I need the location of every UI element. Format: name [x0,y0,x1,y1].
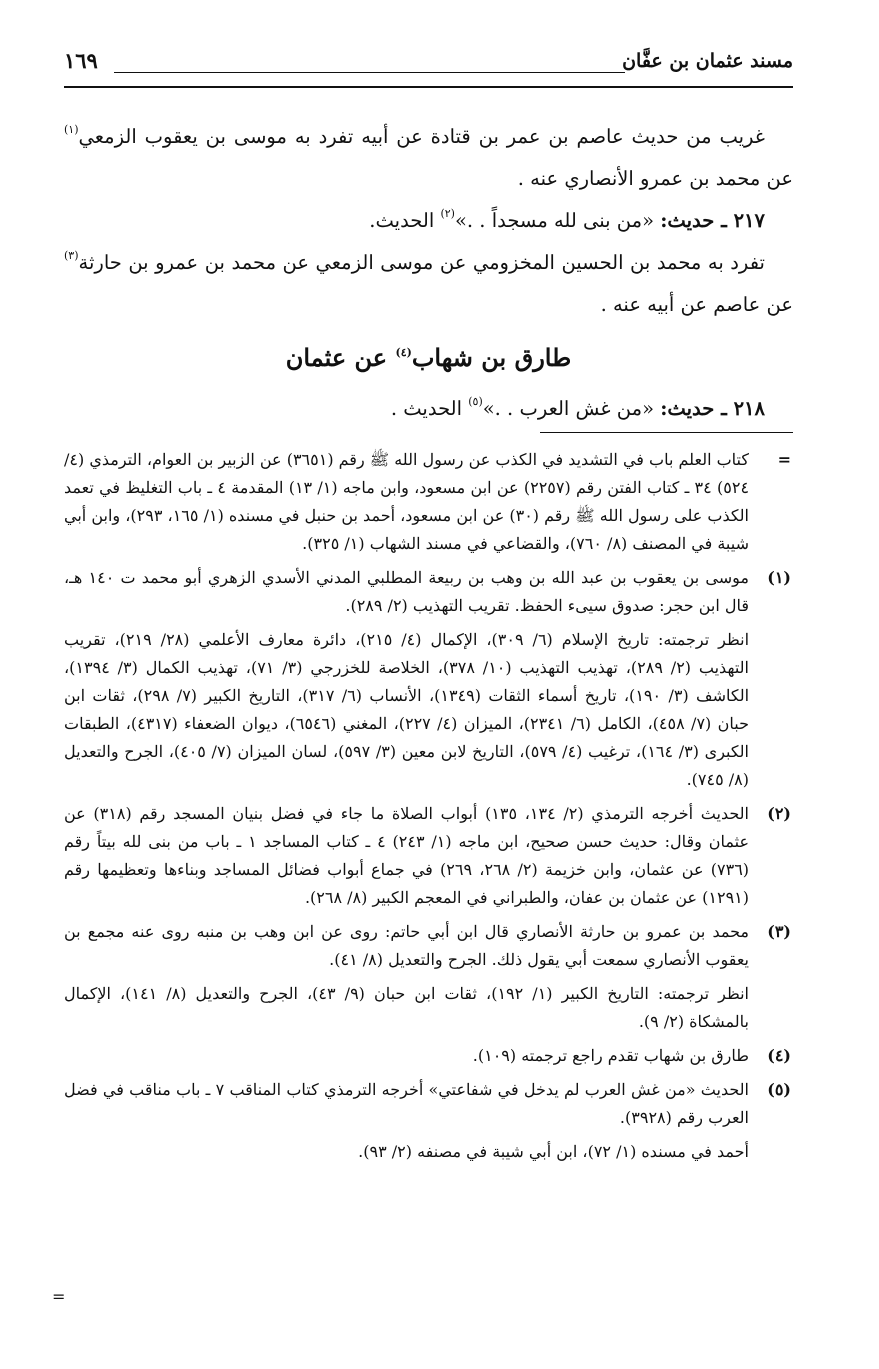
paragraph-text: غريب من حديث عاصم بن عمر بن قتادة عن أبيه تفرد به موسى بن يعقوب الزمعي [78,125,765,148]
footnote-2 [64,800,793,912]
footnote-number: (٣) [767,922,791,941]
footnotes [64,446,793,1172]
footnote-5 [64,1076,793,1166]
footnote-text: محمد بن عمرو بن حارثة الأنصاري قال ابن أبي حاتم: روى عن ابن وهب بن منبه روى عنه مجمع بن يعقوب الأنصاري سمعت أبي يقول ذلك. الجرح والتعديل (٨/ ٤١). [64,922,749,969]
continues-next-page-mark: = [52,1287,66,1306]
main-text [64,116,793,430]
hadith-text: الحديث. [369,209,441,232]
footnote-3 [64,918,793,1036]
footnote-1 [64,564,793,794]
hadith-text: «من غش العرب . .» [482,397,661,420]
section-title [64,328,793,388]
footnote-text: كتاب العلم باب في التشديد في الكذب عن رسول الله ﷺ رقم (٣٦٥١) عن الزبير بن العوام، الترمذي (٤/ ٥٢٤) ٣٤ ـ كتاب الفتن رقم (٢٢٥٧) عن ابن مسعود، وابن ماجه (١/ ١٣) المقدمة ٤ ـ باب التغليظ في تعمد الكذب على رسول الله ﷺ رقم (٣٠) عن ابن مسعود، أحمد بن حنبل في مسنده (١/ ١٦٥، ٢٩٣)، وابن أبي شيبة في المصنف (٨/ ٧٦٠)، والقضاعي في مسند الشهاب (١/ ٣٢٥). [64,450,750,553]
section-title-text: طارق بن شهاب [411,343,572,372]
footnote-number: (٥) [767,1080,791,1099]
footnote-number: (٤) [767,1046,791,1065]
header-leader-line [114,72,625,73]
footnote-text: أحمد في مسنده (١/ ٧٢)، ابن أبي شيبة في مصنفه (٢/ ٩٣). [358,1142,749,1161]
footnote-text: موسى بن يعقوب بن عبد الله بن وهب بن ربيعة المطلبي المدني الأسدي الزهري أبو محمد ت ١٤٠ هـ، قال ابن حجر: صدوق سيىء الحفظ. تقريب التهذيب (٢/ ٢٨٩). [64,568,750,615]
page-number: ١٦٩ [64,48,98,73]
hadith-text: الحديث . [390,397,469,420]
paragraph-text: عن عاصم عن أبيه عنه . [600,293,793,316]
footnote-text: الحديث «من غش العرب لم يدخل في شفاعتي» أخرجه الترمذي كتاب المناقب ٧ ـ باب مناقب في فضل العرب رقم (٣٩٢٨). [64,1080,749,1127]
footnote-ref-5[interactable]: (٥) [468,395,483,408]
footnote-continued [64,446,793,558]
hadith-number: ٢١٧ ـ حديث: [660,209,765,232]
hadith-217 [64,200,765,242]
paragraph-text: عن محمد بن عمرو الأنصاري عنه . [517,167,793,190]
continuation-mark: = [777,450,791,469]
footnote-text: انظر ترجمته: تاريخ الإسلام (٦/ ٣٠٩)، الإكمال (٤/ ٢١٥)، دائرة معارف الأعلمي (٢٨/ ٢١٩)، تقريب التهذيب (٢/ ٢٨٩)، تهذيب التهذيب (١٠/ ٣٧٨)، الخلاصة للخزرجي (٣/ ٧١)، تهذيب الكمال (٣/ ١٣٩٤)، الكاشف (٣/ ١٩٠)، تاريخ أسماء الثقات (١٣٤٩)، الأنساب (٦/ ٣١٧)، التاريخ الكبير (٧/ ٢٩٨)، ثقات ابن حبان (٧/ ٤٥٨)، الكامل (٦/ ٢٣٤١)، الميزان (٤/ ٢٢٧)، المغني (٦٥٤٦)، ديوان الضعفاء (٤٣١٧)، الطبقات الكبرى (٣/ ١٦٤)، ترغيب (٤/ ٥٧٩)، التاريخ لابن معين (٣/ ٥٩٧)، لسان الميزان (٧/ ٤٠٥)، الجرح والتعديل (٨/ ٧٤٥). [64,630,750,789]
hadith-number: ٢١٨ ـ حديث: [660,397,765,420]
paragraph-text: تفرد به محمد بن الحسين المخزومي عن موسى الزمعي عن محمد بن عمرو بن حارثة [78,251,765,274]
footnote-number: (١) [767,568,791,587]
paragraph-tafarrud [64,242,793,326]
running-title: مسند عثمان بن عفَّان [622,50,793,72]
footnote-text: الحديث أخرجه الترمذي (٢/ ١٣٤، ١٣٥) أبواب الصلاة ما جاء في فضل بنيان المسجد رقم (٣١٨) عن عثمان وقال: حديث حسن صحيح، ابن ماجه (١/ ٢٤٣) ٤ ـ كتاب المساجد ١ ـ باب من بنى لله بيتاً رقم (٧٣٦) عن عثمان، وابن خزيمة (٢/ ٢٦٨، ٢٦٩) في جماع أبواب فضائل المساجد وبناءها وتعظيمها رقم (١٢٩١) عن عثمان بن عفان، والطبراني في المعجم الكبير (٨/ ٢٦٨). [64,804,750,907]
hadith-text: «من بنى لله مسجداً . .» [454,209,661,232]
header-rule [64,86,793,88]
footnote-ref-4[interactable]: (٤) [395,346,412,359]
footnote-ref-2[interactable]: (٢) [440,207,455,220]
footnote-number: (٢) [767,804,791,823]
page-header [64,44,793,90]
footnote-text: طارق بن شهاب تقدم راجع ترجمته (١٠٩). [472,1046,749,1065]
paragraph-gharib [64,116,793,200]
section-title-text: عن عثمان [285,343,396,372]
footnote-ref-1[interactable]: (١) [64,123,79,136]
footnote-ref-3[interactable]: (٣) [64,249,79,262]
footnote-text: انظر ترجمته: التاريخ الكبير (١/ ١٩٢)، ثقات ابن حبان (٩/ ٤٣)، الجرح والتعديل (٨/ ١٤١)، الإكمال بالمشكاة (٢/ ٩). [64,984,749,1031]
footnote-separator [540,432,793,433]
footnote-4 [64,1042,793,1070]
hadith-218 [64,388,765,430]
